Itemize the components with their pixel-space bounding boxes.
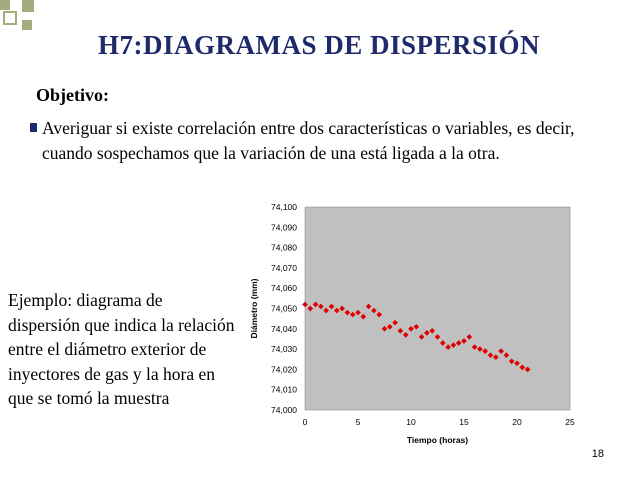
objective-text: Averiguar si existe correlación entre dos características o variables, es decir, cuando sospechamos que la variación de una está ligada a la otra.: [42, 118, 575, 163]
scatter-chart: [240, 190, 585, 455]
y-tick-label: 74,080: [271, 242, 297, 253]
x-axis-title: Tiempo (horas): [406, 435, 469, 445]
y-tick-label: 74,020: [271, 364, 297, 375]
y-tick-label: 74,000: [271, 405, 297, 415]
y-axis-title: Diámetro (mm): [249, 278, 259, 339]
y-tick-label: 74,010: [271, 384, 297, 395]
y-tick-label: 74,030: [271, 344, 297, 355]
x-tick-label: 25: [565, 417, 575, 427]
example-description: Ejemplo: diagrama de dispersión que indica la relación entre el diámetro exterior de inyectores de gas y la hora en que se tomó la muestra: [8, 290, 235, 408]
corner-square: [4, 12, 16, 24]
y-axis: [271, 202, 297, 415]
x-tick-label: 10: [406, 417, 416, 427]
y-tick-label: 74,050: [271, 303, 297, 314]
slide-title: H7:DIAGRAMAS DE DISPERSIÓN: [97, 30, 541, 60]
corner-square: [0, 0, 10, 10]
y-tick-label: 74,040: [271, 323, 297, 334]
x-tick-label: 0: [302, 417, 308, 427]
objective-label: Objetivo:: [36, 85, 109, 105]
x-tick-label: 20: [512, 417, 522, 427]
corner-square: [22, 0, 34, 12]
x-tick-label: 5: [355, 417, 361, 427]
x-axis: [303, 417, 575, 427]
page-number: 18: [591, 448, 604, 460]
y-tick-label: 74,090: [271, 222, 297, 233]
corner-square: [22, 20, 32, 30]
x-tick-label: 15: [459, 417, 469, 427]
objective-bullet: [30, 116, 585, 166]
y-tick-label: 74,100: [271, 202, 297, 212]
bullet-square-icon: [30, 123, 37, 132]
y-tick-label: 74,070: [271, 262, 297, 273]
y-tick-label: 74,060: [271, 283, 297, 294]
